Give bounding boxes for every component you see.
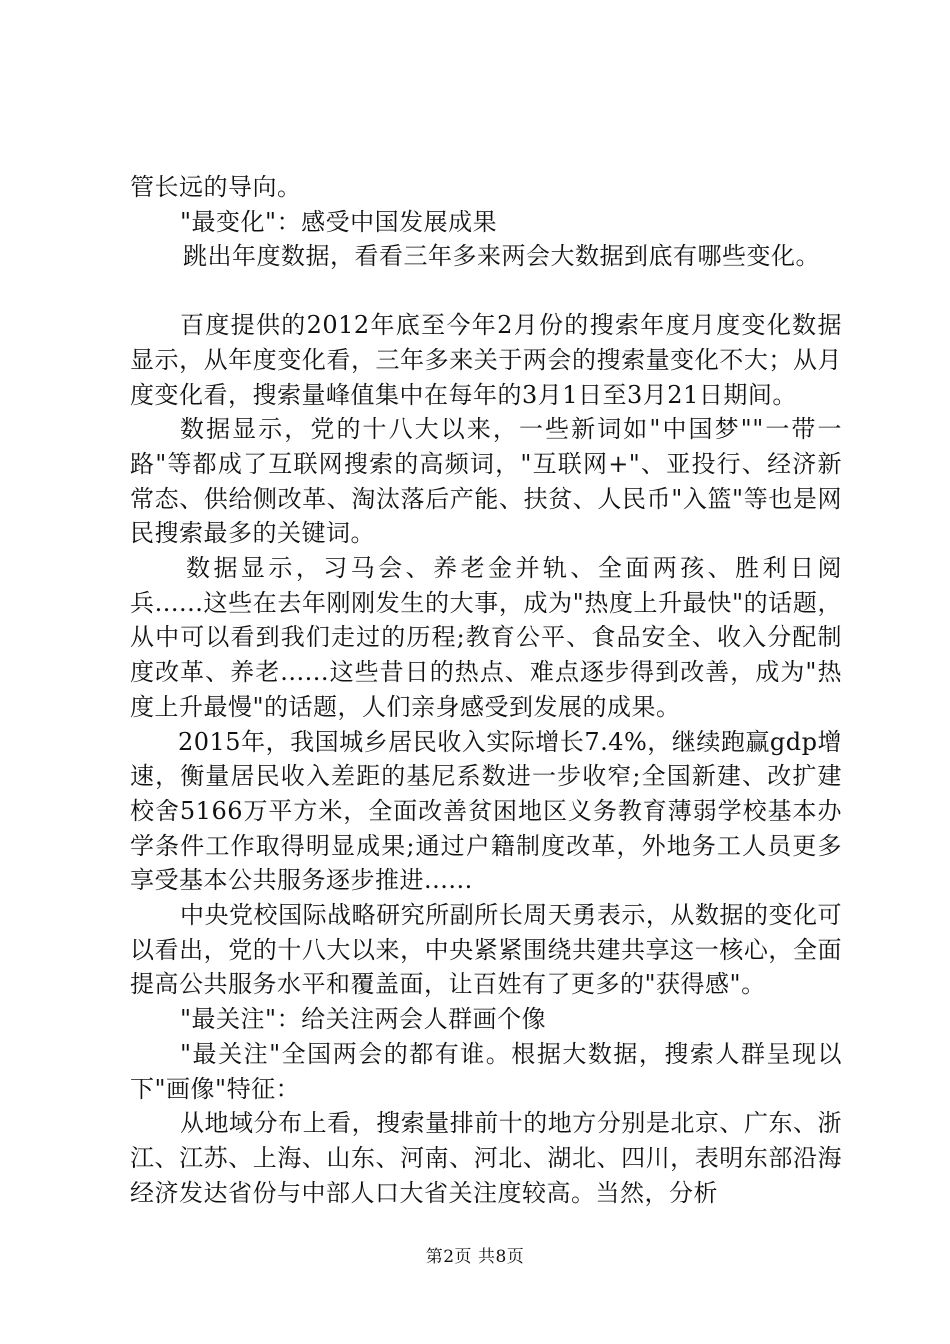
paragraph-expert-comment: 中央党校国际战略研究所副所长周天勇表示，从数据的变化可以看出，党的十八大以来，中央紧紧围绕共建共享这一核心，全面提高公共服务水平和覆盖面，让百姓有了更多的"获得感"。 xyxy=(130,901,842,999)
paragraph-regional-distribution: 从地域分布上看，搜索量排前十的地方分别是北京、广东、浙江、江苏、上海、山东、河南、河北、湖北、四川，表明东部沿海经济发达省份与中部人口大省关注度较高。当然，分析 xyxy=(130,1109,842,1207)
paragraph-continuation: 管长远的导向。 xyxy=(130,173,302,201)
paragraph-hot-topics: 数据显示，习马会、养老金并轨、全面两孩、胜利日阅兵......这些在去年刚刚发生的大事，成为"热度上升最快"的话题，从中可以看到我们走过的历程;教育公平、食品安全、收入分配制度改革、养老......这些昔日的热点、难点逐步得到改善，成为"热度上升最慢"的话题，人们亲身感受到发展的成果。 xyxy=(130,554,842,721)
paragraph-intro-change: 跳出年度数据，看看三年多来两会大数据到底有哪些变化。 xyxy=(183,242,820,271)
paragraph-2015-income: 2015年，我国城乡居民收入实际增长7.4%，继续跑赢gdp增速，衡量居民收入差距的基尼系数进一步收窄;全国新建、改扩建校舍5166万平方米，全面改善贫困地区义务教育薄弱学校基本办学条件工作取得明显成果;通过户籍制度改革，外地务工人员更多享受基本公共服务逐步推进...... xyxy=(130,727,842,895)
document-body xyxy=(130,170,842,1210)
paragraph-gap xyxy=(130,274,842,308)
paragraph-portrait-intro: "最关注"全国两会的都有谁。根据大数据，搜索人群呈现以下"画像"特征： xyxy=(130,1039,842,1103)
section-heading-most-attention: "最关注"：给关注两会人群画个像 xyxy=(180,1005,547,1034)
section-heading-most-change: "最变化"：感受中国发展成果 xyxy=(180,207,498,236)
paragraph-new-keywords: 数据显示，党的十八大以来，一些新词如"中国梦""一带一路"等都成了互联网搜索的高频词，"互联网+"、亚投行、经济新常态、供给侧改革、淘汰落后产能、扶贫、人民币"入篮"等也是网民搜索最多的关键词。 xyxy=(130,415,842,548)
paragraph-baidu-data: 百度提供的2012年底至今年2月份的搜索年度月度变化数据显示，从年度变化看，三年多来关于两会的搜索量变化不大；从月度变化看，搜索量峰值集中在每年的3月1日至3月21日期间。 xyxy=(130,311,842,409)
page-number-footer: 第2页 共8页 xyxy=(425,1247,525,1267)
